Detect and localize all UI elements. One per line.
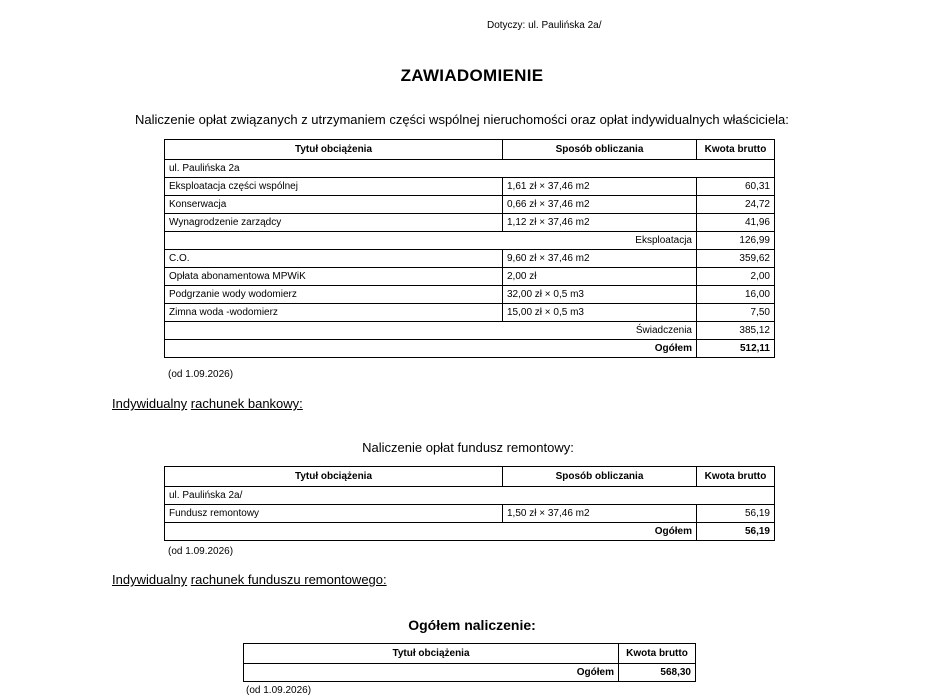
subtotal-row <box>165 232 775 250</box>
total-charges-heading: Ogółem naliczenie: <box>408 617 536 633</box>
table-row <box>165 304 775 322</box>
table-row <box>165 250 775 268</box>
fee-method: 32,00 zł × 0,5 m3 <box>503 286 697 304</box>
fee-amount: 41,96 <box>697 214 775 232</box>
fee-title: Podgrzanie wody wodomierz <box>165 286 503 304</box>
fee-title: Zimna woda -wodomierz <box>165 304 503 322</box>
fee-amount: 359,62 <box>697 250 775 268</box>
total-amount: 512,11 <box>697 340 775 358</box>
fee-method: 2,00 zł <box>503 268 697 286</box>
fee-method: 1,61 zł × 37,46 m2 <box>503 178 697 196</box>
fee-amount: 56,19 <box>697 505 775 523</box>
total-label: Ogółem <box>165 340 697 358</box>
document-title: ZAWIADOMIENIE <box>400 66 544 85</box>
effective-date-note: (od 1.09.2026) <box>246 685 312 696</box>
fee-amount: 60,31 <box>697 178 775 196</box>
intro-text: Naliczenie opłat związanych z utrzymaniem części wspólnej nieruchomości oraz opłat indywidualnych właściciela: <box>135 112 789 127</box>
table-row <box>165 196 775 214</box>
account-word: Indywidualny <box>112 396 188 411</box>
column-header-amount: Kwota brutto <box>619 644 696 664</box>
table-header-row <box>165 140 775 160</box>
table-row <box>165 268 775 286</box>
total-amount: 56,19 <box>697 523 775 541</box>
column-header-title: Tytuł obciążenia <box>244 644 619 664</box>
table-row <box>165 214 775 232</box>
table-row <box>165 178 775 196</box>
column-header-amount: Kwota brutto <box>697 467 775 487</box>
fee-amount: 24,72 <box>697 196 775 214</box>
regarding-line: Dotyczy: ul. Paulińska 2a/ <box>487 20 602 31</box>
total-row <box>165 523 775 541</box>
repair-fund-heading-text: Naliczenie opłat fundusz remontowy: <box>362 440 574 455</box>
total-row <box>244 664 696 682</box>
fee-title: Wynagrodzenie zarządcy <box>165 214 503 232</box>
column-header-method: Sposób obliczania <box>503 140 697 160</box>
repair-fund-table <box>164 466 775 541</box>
address-cell: ul. Paulińska 2a/ <box>165 487 775 505</box>
effective-date-note: (od 1.09.2026) <box>168 546 234 557</box>
total-row <box>165 340 775 358</box>
table-row <box>165 505 775 523</box>
subtotal-amount: 385,12 <box>697 322 775 340</box>
total-charges-table <box>243 643 696 682</box>
table-row <box>165 286 775 304</box>
repair-account-label <box>112 572 387 587</box>
fee-title: C.O. <box>165 250 503 268</box>
account-rest: rachunek bankowy: <box>190 396 303 411</box>
subtotal-amount: 126,99 <box>697 232 775 250</box>
account-rest: rachunek funduszu remontowego: <box>190 572 387 587</box>
table-header-row <box>244 644 696 664</box>
fee-amount: 2,00 <box>697 268 775 286</box>
fee-amount: 16,00 <box>697 286 775 304</box>
address-row <box>165 160 775 178</box>
repair-fund-heading <box>0 440 944 455</box>
bank-account-label <box>112 396 303 411</box>
address-row <box>165 487 775 505</box>
table-header-row <box>165 467 775 487</box>
subtotal-label: Świadczenia <box>165 322 697 340</box>
column-header-title: Tytuł obciążenia <box>165 467 503 487</box>
column-header-method: Sposób obliczania <box>503 467 697 487</box>
subtotal-label: Eksploatacja <box>165 232 697 250</box>
fee-method: 9,60 zł × 37,46 m2 <box>503 250 697 268</box>
maintenance-fees-table <box>164 139 775 358</box>
fee-amount: 7,50 <box>697 304 775 322</box>
total-amount: 568,30 <box>619 664 696 682</box>
fee-title: Opłata abonamentowa MPWiK <box>165 268 503 286</box>
fee-method: 0,66 zł × 37,46 m2 <box>503 196 697 214</box>
fee-title: Konserwacja <box>165 196 503 214</box>
effective-date-note: (od 1.09.2026) <box>168 369 234 380</box>
fee-method: 15,00 zł × 0,5 m3 <box>503 304 697 322</box>
total-label: Ogółem <box>244 664 619 682</box>
fee-method: 1,12 zł × 37,46 m2 <box>503 214 697 232</box>
address-cell: ul. Paulińska 2a <box>165 160 775 178</box>
column-header-title: Tytuł obciążenia <box>165 140 503 160</box>
account-word: Indywidualny <box>112 572 188 587</box>
subtotal-row <box>165 322 775 340</box>
column-header-amount: Kwota brutto <box>697 140 775 160</box>
fee-title: Eksploatacja części wspólnej <box>165 178 503 196</box>
total-label: Ogółem <box>165 523 697 541</box>
fee-title: Fundusz remontowy <box>165 505 503 523</box>
fee-method: 1,50 zł × 37,46 m2 <box>503 505 697 523</box>
